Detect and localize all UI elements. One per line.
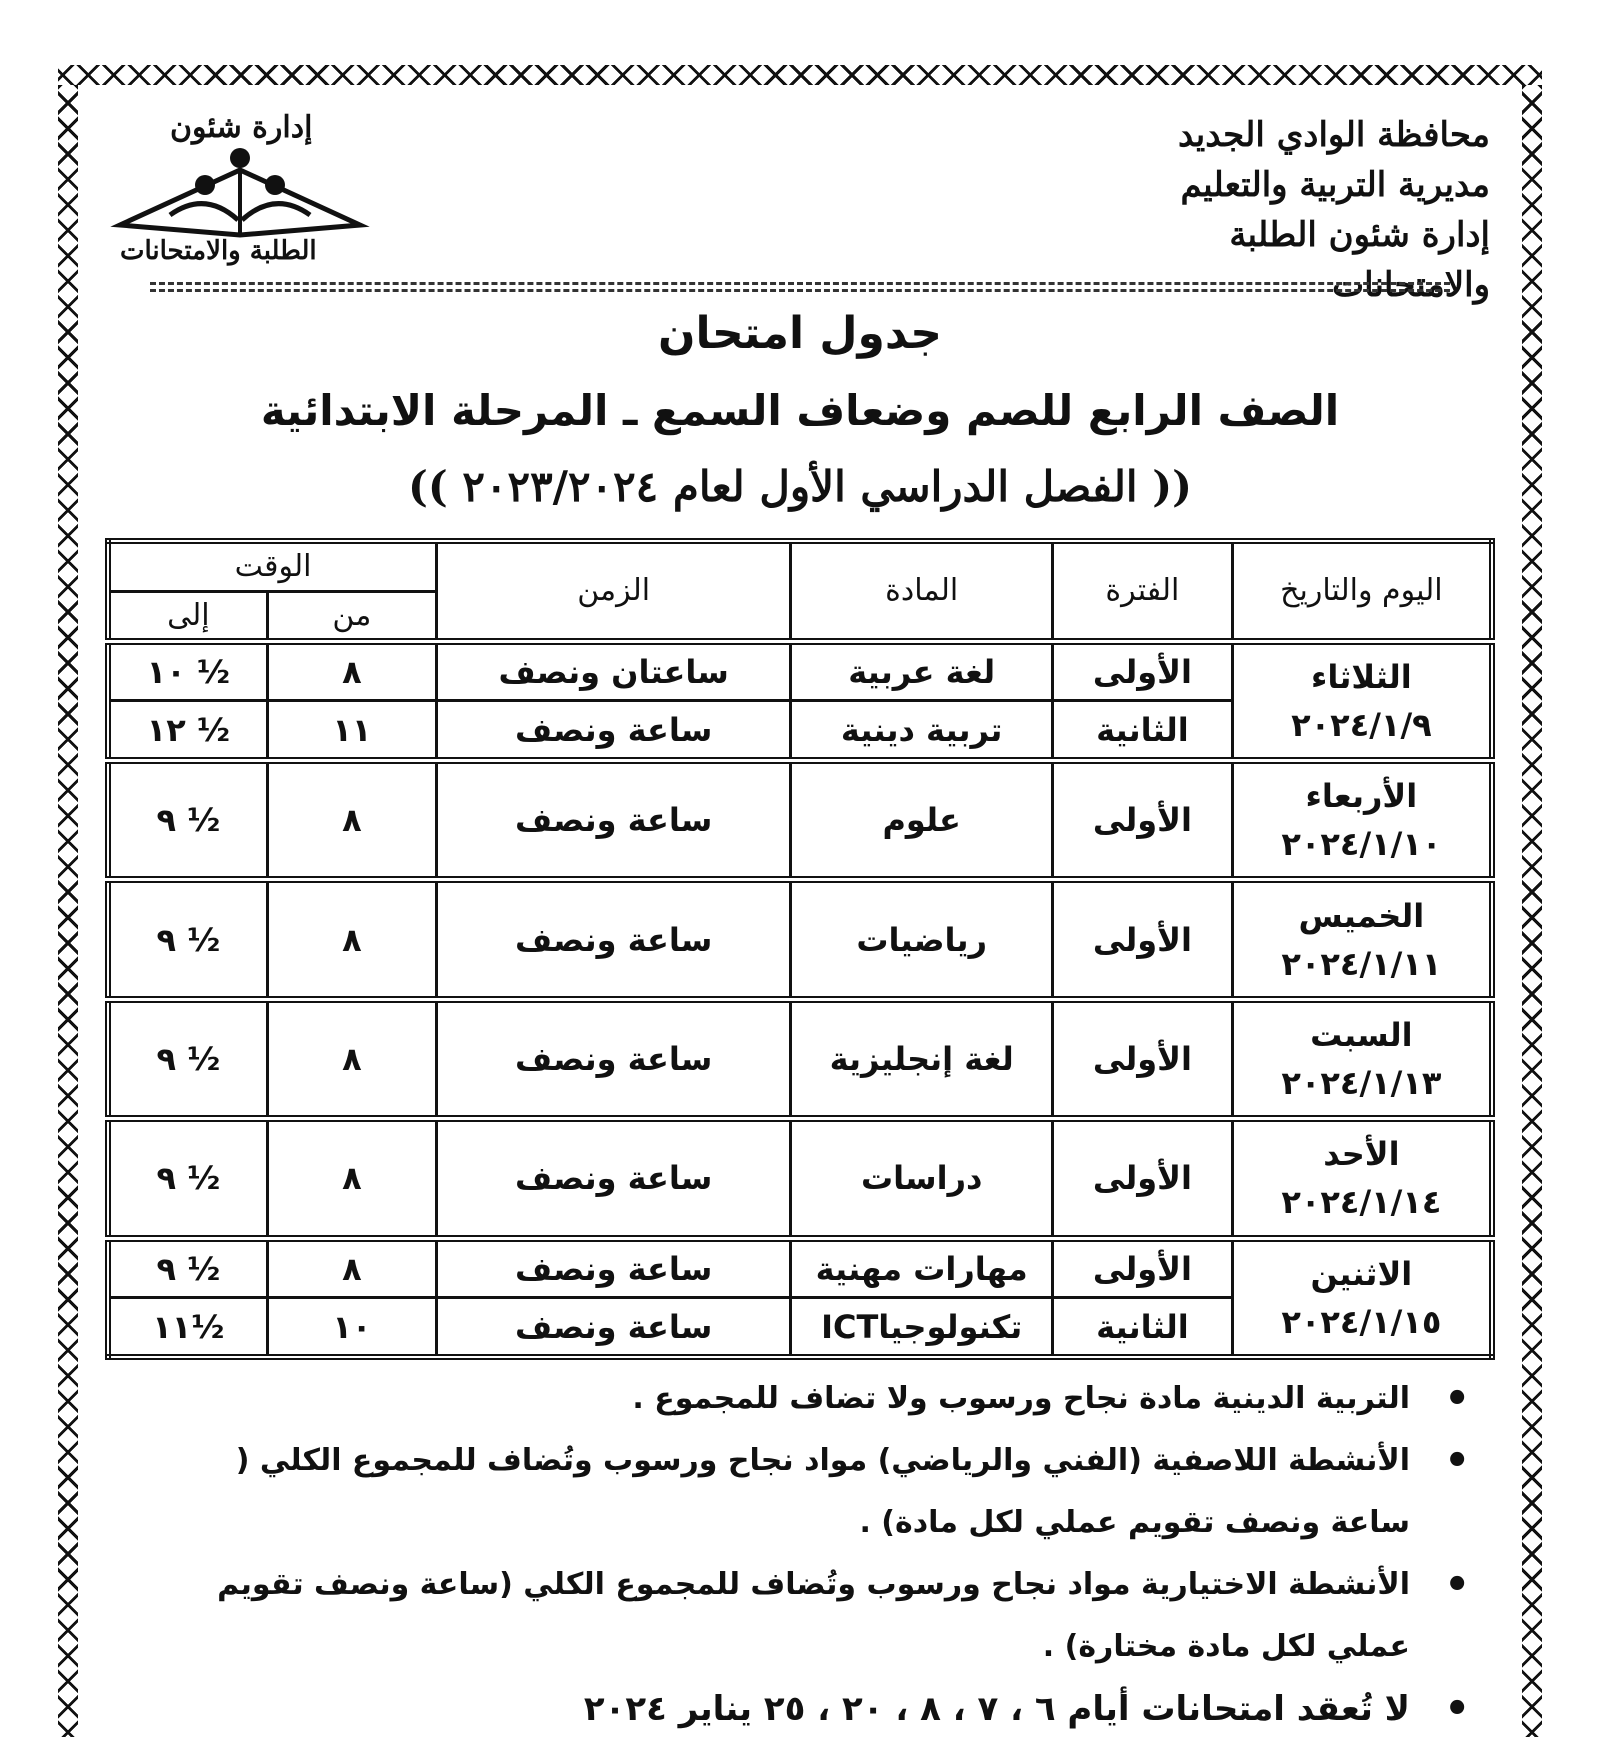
header-time: الوقت xyxy=(108,541,437,591)
term-title: (( الفصل الدراسي الأول لعام ٢٠٢٣/٢٠٢٤ )) xyxy=(408,462,1192,511)
exam-schedule-table xyxy=(105,538,1495,1360)
duration-cell: ساعة ونصف xyxy=(437,701,791,761)
from-cell: ٨ xyxy=(267,641,436,701)
period-cell: الثانية xyxy=(1053,1298,1233,1357)
subject-cell: تربية دينية xyxy=(791,701,1053,761)
from-cell: ٨ xyxy=(267,1238,436,1298)
table-row xyxy=(108,641,1492,701)
department-logo xyxy=(110,110,370,270)
header-to: إلى xyxy=(108,591,267,641)
day-name: الثلاثاء xyxy=(1311,657,1412,696)
subject-cell: تكنولوجياICT xyxy=(791,1298,1053,1357)
note-item: • الأنشطة الاختيارية مواد نجاح ورسوب وتُضاف للمجموع الكلي (ساعة ونصف تقويم عملي لكل مادة مختارة) . xyxy=(170,1554,1470,1678)
day-date-cell xyxy=(1232,1119,1492,1238)
day-name: الأربعاء xyxy=(1305,777,1418,816)
header-from: من xyxy=(267,591,436,641)
header-divider-2 xyxy=(150,289,1450,292)
day-date: ٢٠٢٤/١/١٥ xyxy=(1281,1302,1442,1341)
to-cell: ½١١ xyxy=(108,1298,267,1357)
logo-bottom-text: الطلبة والامتحانات xyxy=(120,236,317,266)
table-row xyxy=(108,1238,1492,1298)
day-date: ٢٠٢٤/١/٩ xyxy=(1291,705,1432,744)
period-cell: الأولى xyxy=(1053,641,1233,701)
day-name: الخميس xyxy=(1298,896,1425,935)
from-cell: ٨ xyxy=(267,1119,436,1238)
day-date-cell xyxy=(1232,760,1492,879)
day-date-cell xyxy=(1232,641,1492,760)
period-cell: الأولى xyxy=(1053,1119,1233,1238)
day-name: الأحد xyxy=(1323,1135,1400,1174)
day-date-cell xyxy=(1232,1238,1492,1357)
to-cell: ½ ١٢ xyxy=(108,701,267,761)
period-cell: الأولى xyxy=(1053,880,1233,999)
duration-cell: ساعتان ونصف xyxy=(437,641,791,701)
to-cell: ½ ٩ xyxy=(108,1119,267,1238)
header-day-date: اليوم والتاريخ xyxy=(1232,541,1492,641)
period-cell: الثانية xyxy=(1053,701,1233,761)
grade-title: الصف الرابع للصم وضعاف السمع ـ المرحلة الابتدائية xyxy=(260,386,1340,435)
subject-cell: دراسات xyxy=(791,1119,1053,1238)
open-book-icon xyxy=(110,130,370,240)
duration-cell: ساعة ونصف xyxy=(437,1119,791,1238)
header-subject: المادة xyxy=(791,541,1053,641)
frame-border-top xyxy=(58,65,1542,85)
document-title: جدول امتحان xyxy=(657,308,943,359)
header-governorate: محافظة الوادي الجديد xyxy=(1177,115,1490,155)
day-date: ٢٠٢٤/١/١٤ xyxy=(1281,1183,1442,1222)
header-duration: الزمن xyxy=(437,541,791,641)
day-name: السبت xyxy=(1310,1015,1413,1054)
from-cell: ١٠ xyxy=(267,1298,436,1357)
header-period: الفترة xyxy=(1053,541,1233,641)
duration-cell: ساعة ونصف xyxy=(437,760,791,879)
day-date: ٢٠٢٤/١/١١ xyxy=(1281,944,1442,983)
subject-cell: مهارات مهنية xyxy=(791,1238,1053,1298)
day-name: الاثنين xyxy=(1310,1254,1413,1293)
header-directorate: مديرية التربية والتعليم xyxy=(1180,165,1490,205)
to-cell: ½ ٩ xyxy=(108,1238,267,1298)
day-date: ٢٠٢٤/١/١٠ xyxy=(1281,825,1442,864)
duration-cell: ساعة ونصف xyxy=(437,1238,791,1298)
from-cell: ٨ xyxy=(267,999,436,1118)
subject-cell: رياضيات xyxy=(791,880,1053,999)
from-cell: ٨ xyxy=(267,760,436,879)
to-cell: ½ ١٠ xyxy=(108,641,267,701)
table-row xyxy=(108,760,1492,879)
day-date-cell xyxy=(1232,880,1492,999)
table-row xyxy=(108,999,1492,1118)
day-date: ٢٠٢٤/١/١٣ xyxy=(1281,1063,1442,1102)
table-row xyxy=(108,880,1492,999)
subject-cell: علوم xyxy=(791,760,1053,879)
to-cell: ½ ٩ xyxy=(108,760,267,879)
period-cell: الأولى xyxy=(1053,1238,1233,1298)
subject-cell: لغة إنجليزية xyxy=(791,999,1053,1118)
duration-cell: ساعة ونصف xyxy=(437,1298,791,1357)
note-item: • لا تُعقد امتحانات أيام ٦ ، ٧ ، ٨ ، ٢٠ ، ٢٥ يناير ٢٠٢٤ xyxy=(170,1678,1470,1740)
header-department: إدارة شئون الطلبة والامتحانات xyxy=(1229,215,1490,305)
header-divider xyxy=(150,282,1450,285)
period-cell: الأولى xyxy=(1053,760,1233,879)
from-cell: ١١ xyxy=(267,701,436,761)
logo-top-text: إدارة شئون xyxy=(170,110,313,145)
duration-cell: ساعة ونصف xyxy=(437,880,791,999)
table-row xyxy=(108,1119,1492,1238)
from-cell: ٨ xyxy=(267,880,436,999)
day-date-cell xyxy=(1232,999,1492,1118)
note-item: • الأنشطة اللاصفية (الفني والرياضي) مواد نجاح ورسوب وتُضاف للمجموع الكلي ( ساعة ونصف تقويم عملي لكل مادة) . xyxy=(170,1430,1470,1554)
to-cell: ½ ٩ xyxy=(108,999,267,1118)
period-cell: الأولى xyxy=(1053,999,1233,1118)
note-item: • التربية الدينية مادة نجاح ورسوب ولا تضاف للمجموع . xyxy=(170,1368,1470,1430)
notes-list xyxy=(170,1368,1470,1740)
header-institution xyxy=(1090,110,1490,310)
subject-cell: لغة عربية xyxy=(791,641,1053,701)
to-cell: ½ ٩ xyxy=(108,880,267,999)
duration-cell: ساعة ونصف xyxy=(437,999,791,1118)
